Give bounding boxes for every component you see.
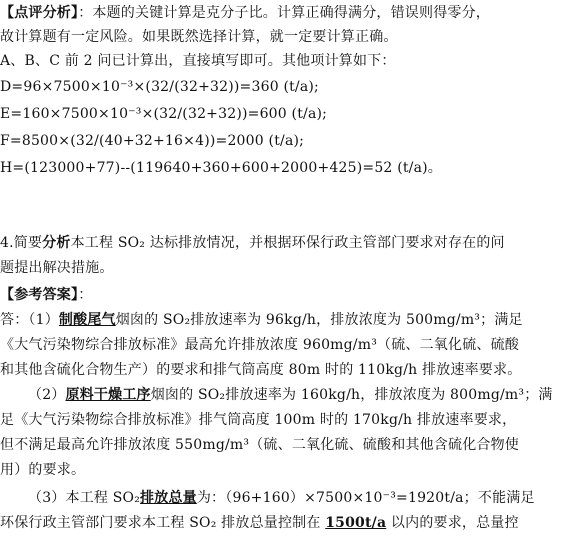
- answer-p1-prefix: 答：（1）: [0, 312, 59, 328]
- answer-p2-line-3: 但不满足最高允许排放浓度 550mg/m³（硫、二氧化硫、硫酸和其他含硫化合物使: [0, 437, 520, 453]
- answer-p3-line-1: [28, 487, 568, 509]
- answer-p2-line-4: 用）的要求。: [0, 462, 86, 478]
- answer-p1-line-3: 和其他含硫化合物生产）的要求和排气筒高度 80m 时的 110kg/h 排放速率要求。: [0, 362, 522, 378]
- answer-tag-colon: ：: [78, 287, 93, 303]
- comment-tag: 【点评分析】: [0, 5, 79, 21]
- answer-p3-highlight: 排放总量: [140, 490, 197, 506]
- comment-line-1: [0, 2, 568, 24]
- answer-p2-line-1: [28, 384, 568, 406]
- answer-heading: [0, 284, 568, 306]
- question-line-1-text: 本工程 SO₂ 达标排放情况，并根据环保行政主管部门要求对存在的问: [70, 235, 505, 251]
- answer-p1-line-2: 《大气污染物综合排放标准》最高允许排放浓度 960mg/m³（硫、二氧化硫、硫酸: [0, 337, 520, 353]
- answer-p1-line-1: [0, 309, 568, 331]
- formula-h: H=(123000+77)--(119640+360+600+2000+425)=52 (t/a)。: [0, 160, 443, 176]
- question-keyword: 分析: [42, 235, 71, 251]
- question-line-1: [0, 232, 568, 254]
- answer-p3-line-2-tail: 以内的要求，总量控: [386, 515, 519, 531]
- answer-p3-line-2-text: 环保行政主管部门要求本工程 SO₂ 排放总量控制在: [0, 515, 326, 531]
- comment-line-3: A、B、C 前 2 问已计算出，直接填写即可。其他项计算如下：: [0, 53, 396, 69]
- formula-d: D=96×7500×10⁻³×(32/(32+32))=360 (t/a);: [0, 79, 319, 95]
- answer-p3-line-2: [0, 512, 568, 534]
- answer-p3-prefix: （3）本工程 SO₂: [28, 490, 141, 506]
- answer-p1-highlight: 制酸尾气: [58, 312, 116, 328]
- answer-p2-highlight: 原料干燥工序: [65, 387, 151, 403]
- answer-p3-limit: 1500t/a: [325, 515, 387, 531]
- answer-p2-prefix: （2）: [28, 387, 66, 403]
- comment-line-2: 故计算题有一定风险。如果既然选择计算，就一定要计算正确。: [0, 29, 398, 45]
- answer-p3-text: 为：（96+160）×7500×10⁻³=1920t/a；不能满足: [196, 490, 535, 506]
- comment-line-1-text: ：本题的关键计算是克分子比。计算正确得满分，错误则得零分，: [78, 5, 491, 21]
- answer-tag: 【参考答案】: [0, 287, 79, 303]
- answer-p2-text: 烟囱的 SO₂排放速率为 160kg/h，排放浓度为 800mg/m³；满: [150, 387, 553, 403]
- answer-p1-text: 烟囱的 SO₂排放速率为 96kg/h，排放浓度为 500mg/m³；满足: [115, 312, 523, 328]
- formula-f: F=8500×(32/(40+32+16×4))=2000 (t/a);: [0, 133, 305, 149]
- answer-p2-line-2: 足《大气污染物综合排放标准》排气筒高度 100m 时的 170kg/h 排放速率要求，: [0, 412, 517, 428]
- formula-e: E=160×7500×10⁻³×(32/(32+32))=600 (t/a);: [0, 106, 328, 122]
- question-number: 4.简要: [0, 235, 43, 251]
- question-line-2: 题提出解决措施。: [0, 260, 114, 276]
